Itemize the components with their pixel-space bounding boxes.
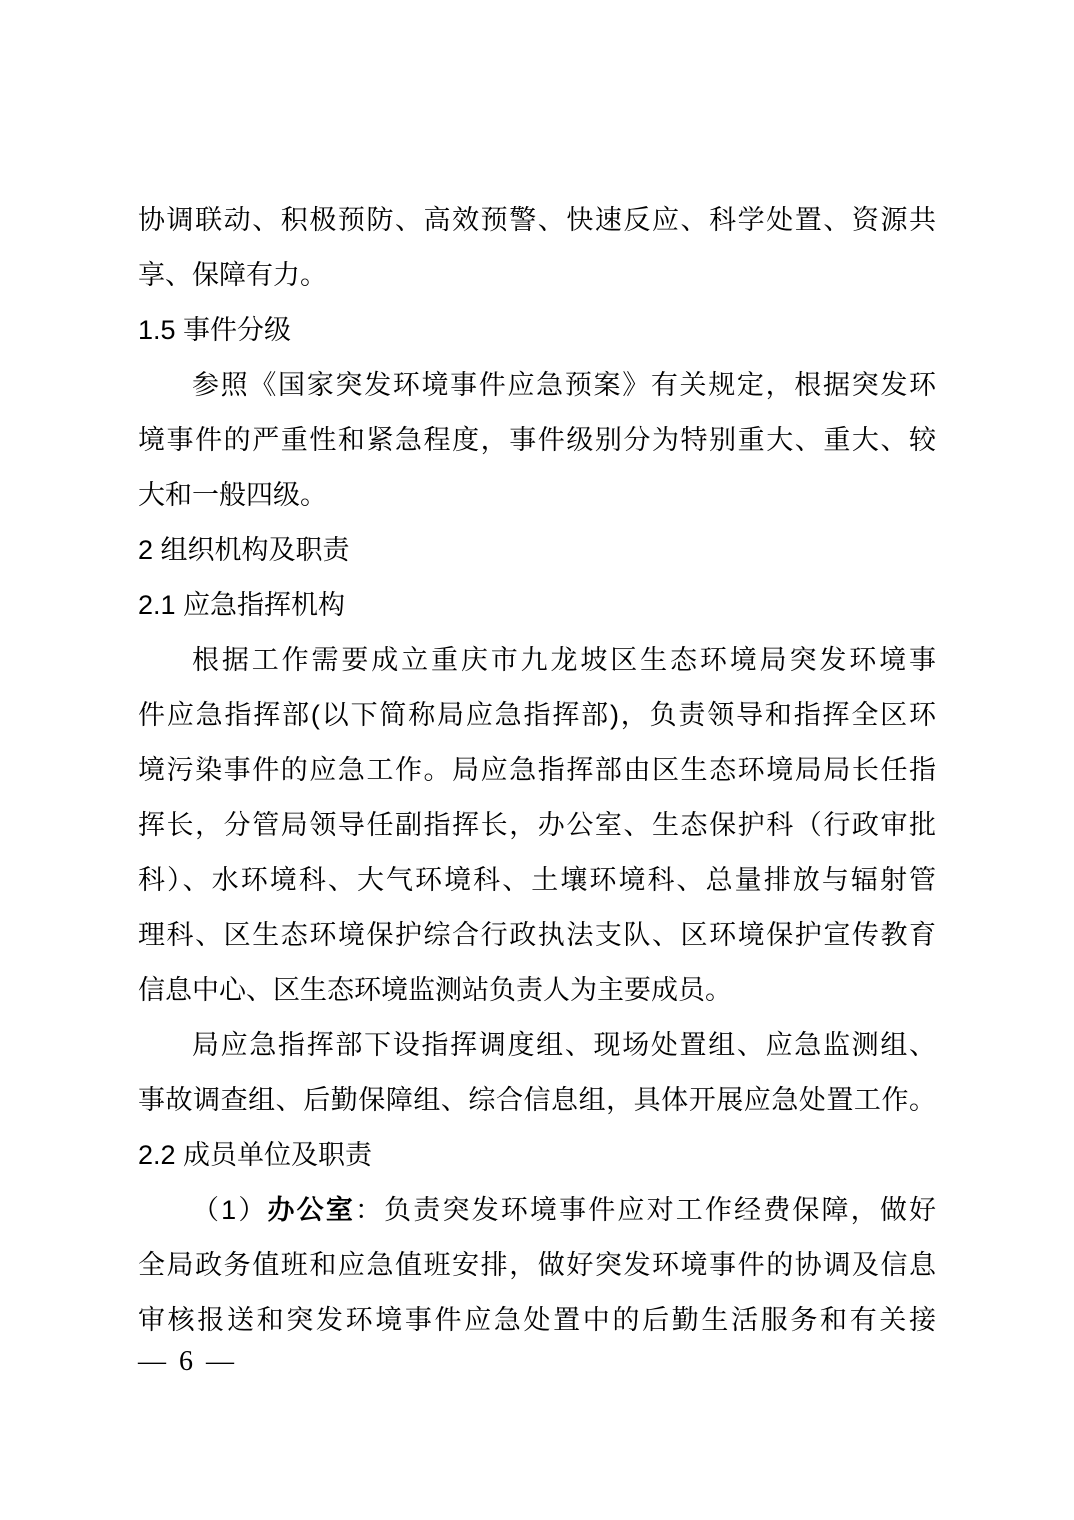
text-line [138,248,936,303]
text-segment: 挥长，分管局领导任副指挥长，办公室、生态保护科（行政审批 [138,810,936,840]
text-line [138,1073,936,1128]
text-segment: 理科、区生态环境保护综合行政执法支队、区环境保护宣传教育 [138,920,936,950]
page-number: 6 [179,1346,193,1377]
text-line [138,963,936,1018]
bold-text-segment: 办公室 [267,1195,355,1225]
text-line [138,1128,936,1183]
text-segment: 根据工作需要成立重庆市九龙坡区生态环境局突发环境事 [192,645,936,675]
text-line [138,1238,936,1293]
document-content [138,193,936,1348]
text-segment: 2.1 应急指挥机构 [138,590,346,620]
text-line [138,523,936,578]
text-line [138,908,936,963]
text-segment: 局应急指挥部下设指挥调度组、现场处置组、应急监测组、 [192,1030,936,1060]
footer-dash-right: — [206,1346,234,1377]
text-line [138,743,936,798]
text-segment: 境污染事件的应急工作。局应急指挥部由区生态环境局局长任指 [138,755,936,785]
text-segment: 科）、水环境科、大气环境科、土壤环境科、总量排放与辐射管 [138,865,936,895]
text-segment: 大和一般四级。 [138,480,327,510]
text-line [138,468,936,523]
text-segment: 协调联动、积极预防、高效预警、快速反应、科学处置、资源共 [138,205,936,235]
text-segment: 审核报送和突发环境事件应急处置中的后勤生活服务和有关接 [138,1305,936,1335]
text-line [138,853,936,908]
text-line [138,358,936,413]
text-segment: 享、保障有力。 [138,260,327,290]
text-segment: 2.2 成员单位及职责 [138,1140,373,1170]
text-line [138,413,936,468]
text-line [138,798,936,853]
text-line [138,1293,936,1348]
text-line [138,1183,936,1238]
text-segment: ：负责突发环境事件应对工作经费保障，做好 [354,1195,936,1225]
text-line [138,578,936,633]
text-segment: 件应急指挥部(以下简称局应急指挥部)，负责领导和指挥全区环 [138,700,936,730]
text-segment: 境事件的严重性和紧急程度，事件级别分为特别重大、重大、较 [138,425,936,455]
text-segment: 事故调查组、后勤保障组、综合信息组，具体开展应急处置工作。 [138,1085,936,1115]
text-segment: 全局政务值班和应急值班安排，做好突发环境事件的协调及信息 [138,1250,936,1280]
text-segment: 参照《国家突发环境事件应急预案》有关规定，根据突发环 [192,370,936,400]
text-line [138,193,936,248]
text-line [138,633,936,688]
text-line [138,303,936,358]
text-segment: （1） [192,1195,268,1225]
text-line [138,688,936,743]
text-line [138,1018,936,1073]
footer-dash-left: — [138,1346,166,1377]
text-segment: 信息中心、区生态环境监测站负责人为主要成员。 [138,975,732,1005]
text-segment: 2 组织机构及职责 [138,535,350,565]
text-segment: 1.5 事件分级 [138,315,292,345]
page-footer [138,1341,234,1383]
